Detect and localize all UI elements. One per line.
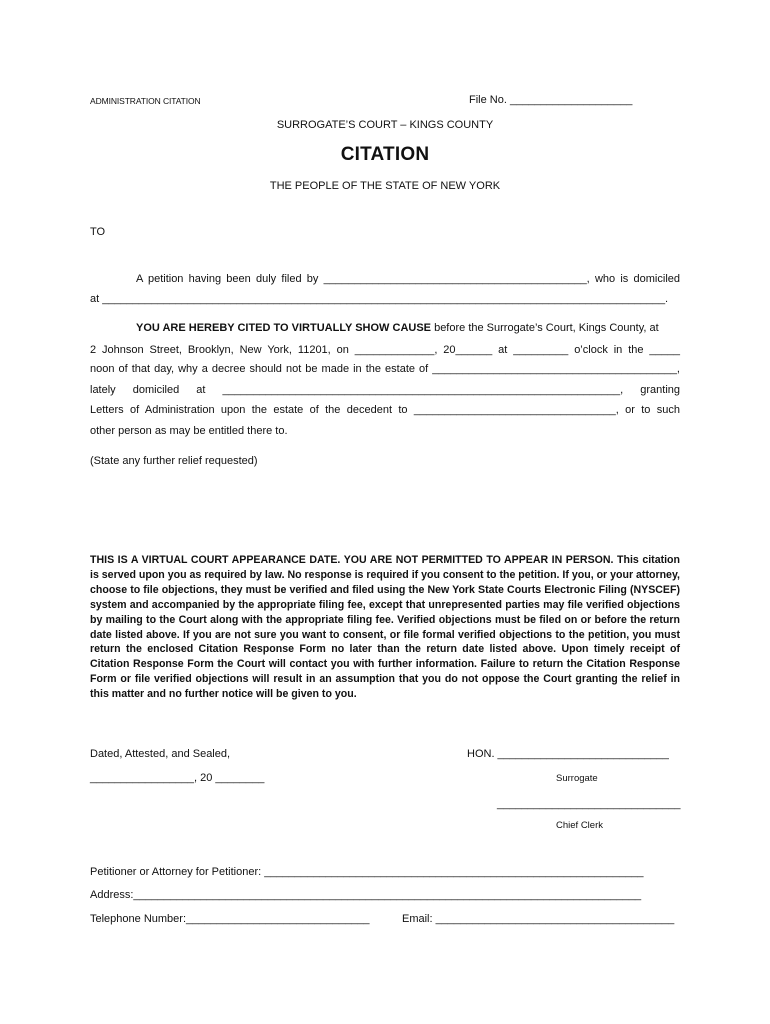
- virtual-appearance-notice: THIS IS A VIRTUAL COURT APPEARANCE DATE. YOU ARE NOT PERMITTED TO APPEAR IN PERSON. This citation is served upon you as required by law. No response is required if you consent to the petition. If you, or your attorney, choose to file objections, they must be verified and filed using the New York State Courts Electronic Filing (NYSCEF) system and accompanied by the appropriate filing fee, except that unrepresented parties may file verified objections by mailing to the Court along with the appropriate filing fee. Verified objections must be filed on or before the return date listed above. If you are not sure you want to consent, or file formal verified objections to the petition, you must return the enclosed Citation Response Form no later than the return date listed above. Upon timely receipt of Citation Response Form the Court will contact you with further information. Failure to return the Citation Response Form or file verified objections will result in an assumption that you do not oppose the Court granting the relief in this matter and no further notice will be given to you.: [90, 554, 680, 701]
- telephone-field: Telephone Number:______________________________: [90, 913, 370, 925]
- letters-administration-line: Letters of Administration upon the estate of the decedent to _________________________________, or to such: [90, 404, 680, 416]
- address-field: Address:___________________________________________________________________________________: [90, 889, 642, 901]
- surrogate-label: Surrogate: [556, 773, 598, 784]
- page-title: CITATION: [340, 144, 430, 165]
- cited-bold-text: YOU ARE HEREBY CITED TO VIRTUALLY SHOW CAUSE: [136, 322, 432, 334]
- people-of-state: THE PEOPLE OF THE STATE OF NEW YORK: [269, 180, 501, 192]
- file-number-field: File No. ____________________: [469, 94, 633, 106]
- hearing-date-line: 2 Johnson Street, Brooklyn, New York, 11201, on _____________, 20______ at _________ o’clock in the _____: [90, 344, 680, 356]
- to-label: TO: [90, 226, 106, 238]
- other-person-line: other person as may be entitled there to.: [90, 425, 288, 437]
- lately-domiciled-line: lately domiciled at _________________________________________________________________, granting: [90, 384, 680, 396]
- further-relief-note: (State any further relief requested): [90, 455, 258, 467]
- estate-line: noon of that day, why a decree should not be made in the estate of ________________________________________,: [90, 363, 680, 375]
- dated-attested-label: Dated, Attested, and Sealed,: [90, 748, 231, 760]
- chief-clerk-label: Chief Clerk: [556, 820, 603, 831]
- court-name: SURROGATE’S COURT – KINGS COUNTY: [276, 119, 494, 131]
- hon-signature-line: HON. ____________________________: [467, 748, 669, 760]
- cited-line: [136, 322, 659, 334]
- petition-filed-line: A petition having been duly filed by ___________________________________________, who is domiciled: [136, 273, 680, 285]
- domicile-line: at ____________________________________________________________________________________________.: [90, 293, 669, 305]
- chief-clerk-signature-line: ______________________________: [497, 798, 681, 810]
- cited-rest-text: before the Surrogate’s Court, Kings County, at: [431, 322, 659, 334]
- date-line: _________________, 20 ________: [90, 772, 265, 784]
- petitioner-attorney-field: Petitioner or Attorney for Petitioner: ______________________________________________________________: [90, 866, 644, 878]
- email-field: Email: _______________________________________: [402, 913, 675, 925]
- document-type-label: ADMINISTRATION CITATION: [90, 96, 201, 106]
